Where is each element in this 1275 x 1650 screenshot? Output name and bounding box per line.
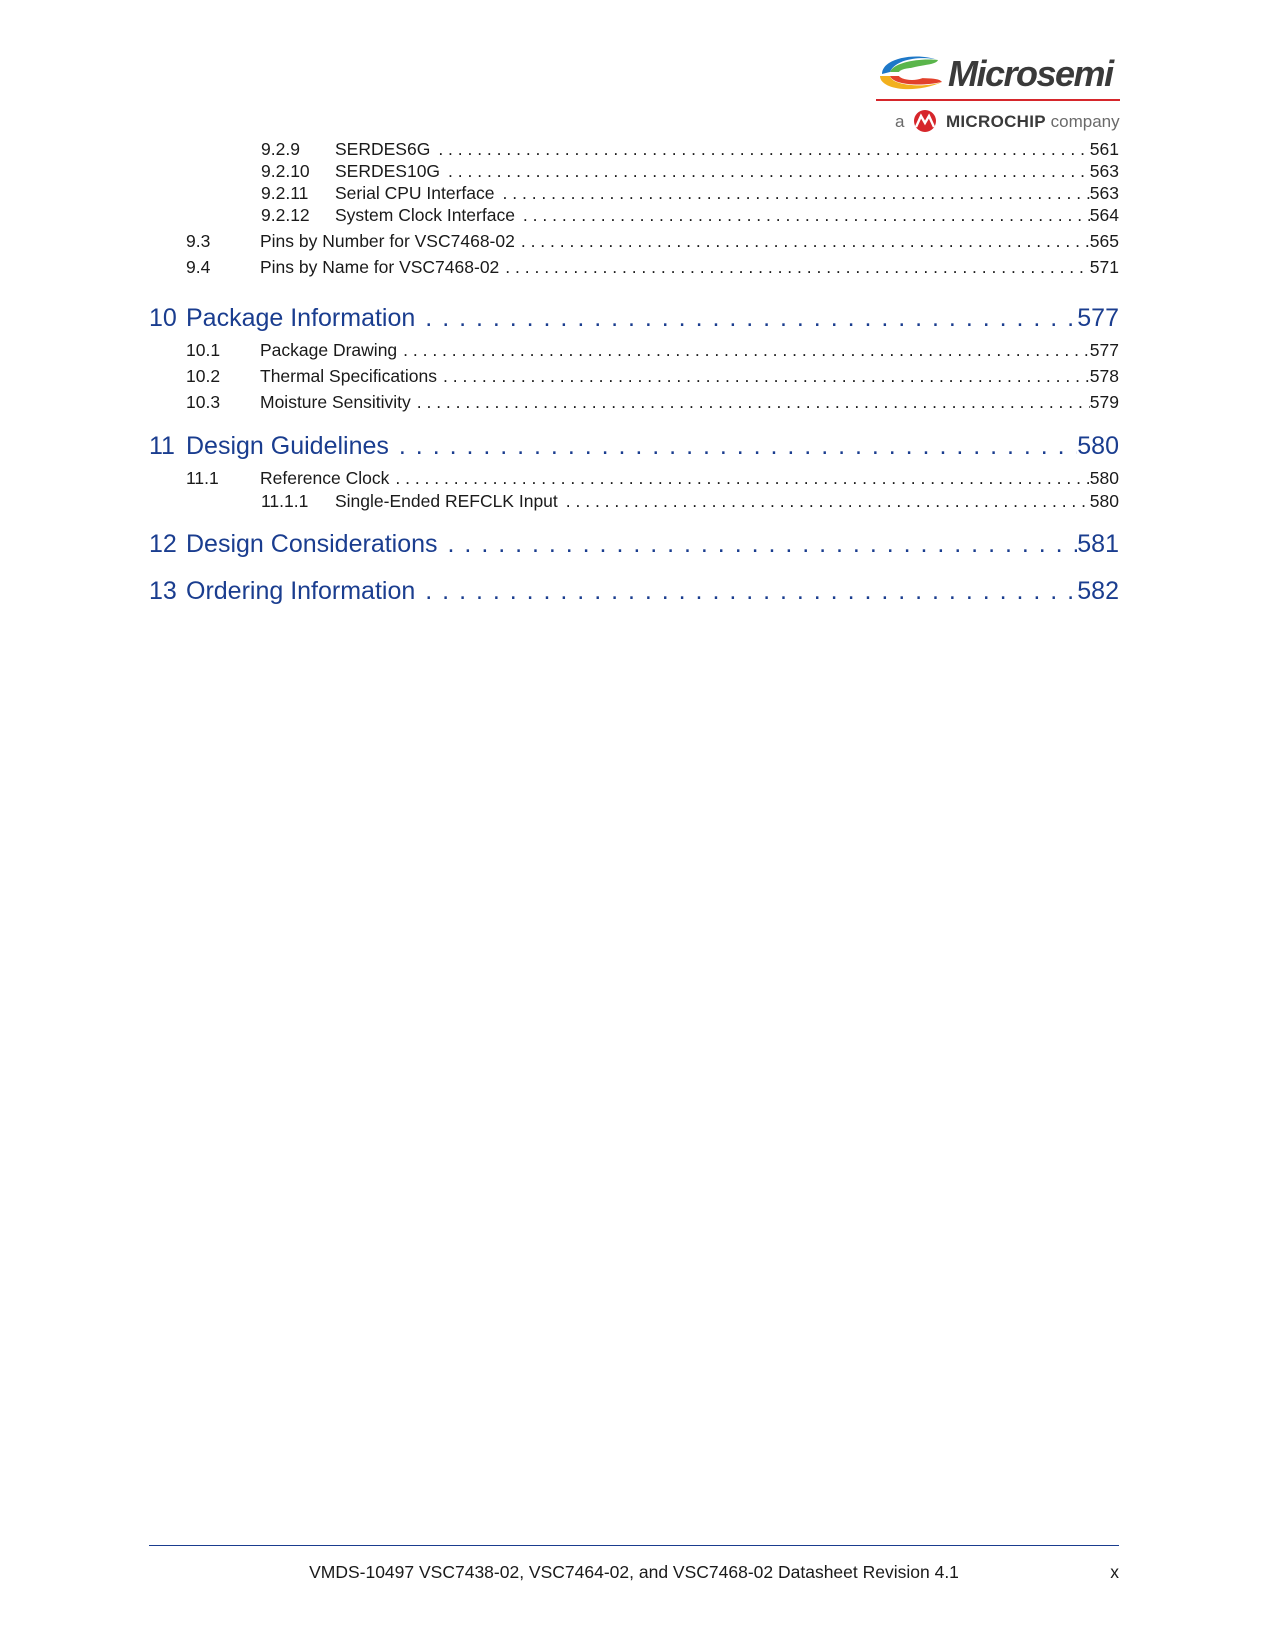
logo-divider xyxy=(876,99,1120,101)
toc-entry[interactable] xyxy=(149,365,1119,387)
toc-number: 11 xyxy=(149,432,175,460)
toc-number: 9.2.12 xyxy=(261,205,310,225)
toc-page: 564 xyxy=(1089,205,1119,225)
toc-page: 580 xyxy=(1077,432,1119,460)
toc-title: Package Information xyxy=(186,304,416,332)
toc-number: 11.1 xyxy=(186,468,219,488)
toc-page: 580 xyxy=(1089,491,1119,511)
toc-page: 571 xyxy=(1089,257,1119,277)
toc-title: SERDES10G xyxy=(335,161,441,181)
footer-page-number: x xyxy=(1110,1562,1119,1582)
toc-page: 582 xyxy=(1077,577,1119,605)
toc-entry[interactable] xyxy=(149,256,1119,278)
toc-entry[interactable] xyxy=(149,490,1119,512)
toc-leader xyxy=(505,256,1090,278)
toc-entry[interactable] xyxy=(149,391,1119,413)
toc-page: 577 xyxy=(1089,340,1119,360)
tagline-suffix: company xyxy=(1050,112,1120,131)
toc-entry[interactable] xyxy=(149,182,1119,204)
toc-page: 563 xyxy=(1089,161,1119,181)
footer-divider xyxy=(149,1545,1119,1546)
toc-number: 10.2 xyxy=(186,366,221,386)
toc-number: 13 xyxy=(149,577,177,605)
toc-page: 578 xyxy=(1089,366,1119,386)
toc-entry[interactable] xyxy=(149,160,1119,182)
toc-leader xyxy=(417,391,1090,413)
toc-number: 9.2.11 xyxy=(261,183,309,203)
toc-entry[interactable] xyxy=(149,204,1119,226)
toc-leader xyxy=(566,490,1090,512)
toc-title: Pins by Name for VSC7468-02 xyxy=(260,257,500,277)
toc-title: Design Considerations xyxy=(186,530,438,558)
toc-title: Ordering Information xyxy=(186,577,416,605)
toc-entry[interactable] xyxy=(149,138,1119,160)
toc-leader xyxy=(443,365,1090,387)
toc-title: Serial CPU Interface xyxy=(335,183,495,203)
toc-number: 10.3 xyxy=(186,392,221,412)
toc-chapter[interactable] xyxy=(149,529,1119,559)
toc-leader xyxy=(395,467,1089,489)
toc-leader xyxy=(438,138,1089,160)
toc-leader xyxy=(521,230,1090,252)
microsemi-logo xyxy=(876,50,1120,140)
toc-leader xyxy=(425,303,1077,333)
toc-page: 577 xyxy=(1077,304,1119,332)
footer-title: VMDS-10497 VSC7438-02, VSC7464-02, and VSC7468-02 Datasheet Revision 4.1 xyxy=(309,1562,959,1582)
toc-title: Moisture Sensitivity xyxy=(260,392,411,412)
toc-title: System Clock Interface xyxy=(335,205,515,225)
toc-number: 9.3 xyxy=(186,231,211,251)
toc-page: 561 xyxy=(1089,139,1119,159)
toc-title: Thermal Specifications xyxy=(260,366,438,386)
toc-number: 9.4 xyxy=(186,257,211,277)
toc-leader xyxy=(523,204,1090,226)
toc-title: Reference Clock xyxy=(260,468,390,488)
toc-page: 580 xyxy=(1089,468,1119,488)
toc-title: Single-Ended REFCLK Input xyxy=(335,491,558,511)
toc-leader xyxy=(425,576,1077,606)
toc-title: Design Guidelines xyxy=(186,432,389,460)
toc-chapter[interactable] xyxy=(149,576,1119,606)
toc-page: 581 xyxy=(1077,530,1119,558)
toc-leader xyxy=(503,182,1090,204)
toc-leader xyxy=(448,160,1090,182)
toc-title: Package Drawing xyxy=(260,340,398,360)
toc-entry[interactable] xyxy=(149,339,1119,361)
tagline-brand: MICROCHIP xyxy=(945,112,1046,131)
logo-tagline xyxy=(895,110,1120,134)
logo-wordmark: Microsemi xyxy=(948,53,1113,94)
toc-chapter[interactable] xyxy=(149,431,1119,461)
toc-chapter[interactable] xyxy=(149,303,1119,333)
toc-number: 10.1 xyxy=(186,340,221,360)
toc-leader xyxy=(448,529,1078,559)
tagline-prefix: a xyxy=(895,112,905,131)
toc-leader xyxy=(403,339,1090,361)
toc-page: 565 xyxy=(1089,231,1119,251)
toc-title: Pins by Number for VSC7468-02 xyxy=(260,231,515,251)
microchip-icon xyxy=(912,110,938,132)
toc-entry[interactable] xyxy=(149,230,1119,252)
microsemi-swirl-icon xyxy=(876,50,948,94)
toc-number: 11.1.1 xyxy=(261,491,309,511)
toc-leader xyxy=(399,431,1077,461)
toc-entry[interactable] xyxy=(149,467,1119,489)
toc-number: 9.2.9 xyxy=(261,139,300,159)
toc-number: 10 xyxy=(149,304,177,332)
toc-number: 12 xyxy=(149,530,177,558)
toc-number: 9.2.10 xyxy=(261,161,310,181)
toc-page: 579 xyxy=(1089,392,1119,412)
toc-title: SERDES6G xyxy=(335,139,431,159)
toc-page: 563 xyxy=(1089,183,1119,203)
